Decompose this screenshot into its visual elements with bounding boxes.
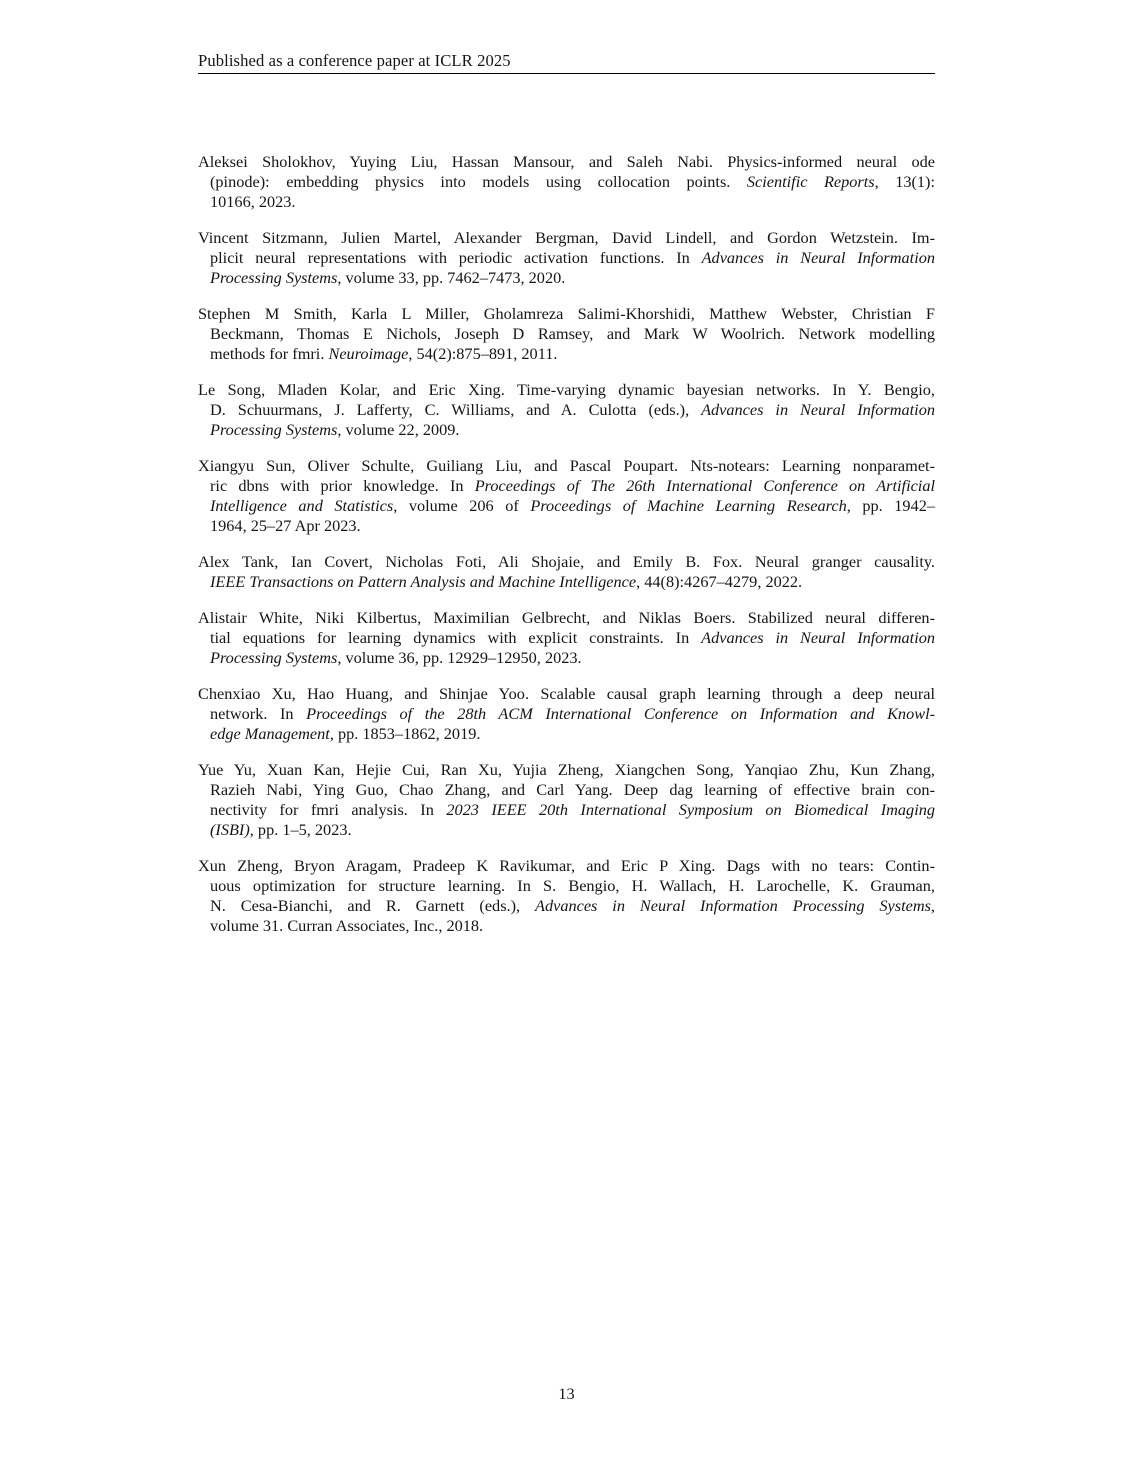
reference-line (210, 420, 935, 440)
reference-text: N. Cesa-Bianchi, and R. Garnett (eds.), (210, 896, 536, 915)
reference-line (210, 248, 935, 268)
reference-venue-italic: Processing Systems (210, 420, 338, 439)
reference-line (210, 268, 935, 288)
running-header (198, 51, 935, 74)
reference-venue-italic: 2023 IEEE 20th International Symposium on Biomedical Imaging (446, 800, 935, 819)
reference-text: tial equations for learning dynamics with explicit constraints. In (210, 628, 702, 647)
reference-line (198, 684, 935, 704)
reference-text: nectivity for fmri analysis. In (210, 800, 447, 819)
reference-line (198, 304, 935, 324)
reference-line (210, 724, 935, 744)
reference-text: , pp. 1–5, 2023. (249, 820, 352, 839)
reference-line (210, 780, 935, 800)
reference-entry (198, 152, 935, 212)
reference-text: , (930, 896, 935, 915)
reference-venue-italic: edge Management (210, 724, 330, 743)
reference-line (210, 876, 935, 896)
reference-text: , pp. 1942– (846, 496, 935, 515)
reference-text: 10166, 2023. (210, 192, 296, 211)
reference-text: Xun Zheng, Bryon Aragam, Pradeep K Ravikumar, and Eric P Xing. Dags with no tears: Contin- (198, 856, 935, 875)
reference-text: Yue Yu, Xuan Kan, Hejie Cui, Ran Xu, Yujia Zheng, Xiangchen Song, Yanqiao Zhu, Kun Zhang, (198, 760, 935, 779)
reference-line (210, 572, 935, 592)
reference-venue-italic: Processing Systems (210, 648, 338, 667)
reference-venue-italic: Scientific Reports (746, 172, 875, 191)
reference-text: , volume 33, pp. 7462–7473, 2020. (337, 268, 566, 287)
reference-entry (198, 380, 935, 440)
reference-entry (198, 552, 935, 592)
reference-text: uous optimization for structure learning. In S. Bengio, H. Wallach, H. Larochelle, K. Grauman, (210, 876, 935, 895)
reference-venue-italic: Proceedings of The 26th International Conference on Artificial (474, 476, 935, 495)
reference-entry (198, 304, 935, 364)
reference-line (198, 552, 935, 572)
reference-text: network. In (210, 704, 307, 723)
reference-venue-italic: Neuroimage (328, 344, 409, 363)
reference-text: methods for fmri. (210, 344, 329, 363)
reference-text: Alistair White, Niki Kilbertus, Maximilian Gelbrecht, and Niklas Boers. Stabilized neural differen- (198, 608, 935, 627)
reference-venue-italic: Intelligence and Statistics (210, 496, 394, 515)
reference-line (210, 192, 935, 212)
references-list (198, 152, 935, 952)
reference-text: volume 31. Curran Associates, Inc., 2018. (210, 916, 484, 935)
reference-text: Vincent Sitzmann, Julien Martel, Alexander Bergman, David Lindell, and Gordon Wetzstein. Im- (198, 228, 935, 247)
reference-text: Aleksei Sholokhov, Yuying Liu, Hassan Mansour, and Saleh Nabi. Physics-informed neural ode (198, 152, 935, 171)
reference-text: , 54(2):875–891, 2011. (408, 344, 558, 363)
running-header-text: Published as a conference paper at ICLR 2025 (198, 51, 511, 70)
reference-line (210, 496, 935, 516)
reference-line (198, 856, 935, 876)
reference-text: D. Schuurmans, J. Lafferty, C. Williams, and A. Culotta (eds.), (210, 400, 702, 419)
reference-text: (pinode): embedding physics into models using collocation points. (210, 172, 747, 191)
reference-entry (198, 228, 935, 288)
reference-text: Xiangyu Sun, Oliver Schulte, Guiliang Liu, and Pascal Poupart. Nts-notears: Learning nonparamet- (198, 456, 935, 475)
reference-venue-italic: Advances in Neural Information (701, 248, 935, 267)
reference-line (210, 400, 935, 420)
reference-line (210, 820, 935, 840)
reference-entry (198, 760, 935, 840)
reference-text: Stephen M Smith, Karla L Miller, Gholamreza Salimi-Khorshidi, Matthew Webster, Christian F (198, 304, 935, 323)
reference-text: plicit neural representations with periodic activation functions. In (210, 248, 702, 267)
reference-line (210, 704, 935, 724)
reference-text: , volume 22, 2009. (337, 420, 460, 439)
reference-text: Alex Tank, Ian Covert, Nicholas Foti, Ali Shojaie, and Emily B. Fox. Neural granger causality. (198, 552, 935, 571)
reference-entry (198, 456, 935, 536)
reference-line (210, 896, 935, 916)
reference-text: Le Song, Mladen Kolar, and Eric Xing. Time-varying dynamic bayesian networks. In Y. Bengio, (198, 380, 935, 399)
reference-line (198, 760, 935, 780)
reference-text: Razieh Nabi, Ying Guo, Chao Zhang, and Carl Yang. Deep dag learning of effective brain con- (210, 780, 935, 799)
reference-text: Chenxiao Xu, Hao Huang, and Shinjae Yoo. Scalable causal graph learning through a deep neural (198, 684, 935, 703)
reference-text: , volume 206 of (393, 496, 531, 515)
reference-line (210, 324, 935, 344)
reference-line (210, 800, 935, 820)
reference-entry (198, 856, 935, 936)
reference-line (198, 608, 935, 628)
reference-line (210, 516, 935, 536)
reference-line (210, 916, 935, 936)
reference-venue-italic: Advances in Neural Information (701, 628, 935, 647)
reference-text: , volume 36, pp. 12929–12950, 2023. (337, 648, 582, 667)
reference-venue-italic: IEEE Transactions on Pattern Analysis and Machine Intelligence (210, 572, 637, 591)
reference-text: , 44(8):4267–4279, 2022. (636, 572, 803, 591)
reference-text: 1964, 25–27 Apr 2023. (210, 516, 361, 535)
page-number: 13 (558, 1384, 575, 1403)
reference-line (198, 380, 935, 400)
reference-venue-italic: Processing Systems (210, 268, 338, 287)
reference-line (210, 344, 935, 364)
reference-venue-italic: Advances in Neural Information Processing Systems (535, 896, 931, 915)
reference-text: ric dbns with prior knowledge. In (210, 476, 475, 495)
reference-entry (198, 608, 935, 668)
reference-line (198, 456, 935, 476)
reference-line (210, 172, 935, 192)
reference-line (210, 648, 935, 668)
reference-text: , 13(1): (874, 172, 936, 191)
reference-venue-italic: Proceedings of Machine Learning Research (530, 496, 847, 515)
reference-line (210, 628, 935, 648)
reference-line (198, 228, 935, 248)
reference-venue-italic: (ISBI) (210, 820, 250, 839)
reference-entry (198, 684, 935, 744)
reference-text: , pp. 1853–1862, 2019. (329, 724, 481, 743)
reference-venue-italic: Proceedings of the 28th ACM International Conference on Information and Knowl- (306, 704, 936, 723)
reference-line (210, 476, 935, 496)
reference-venue-italic: Advances in Neural Information (701, 400, 935, 419)
reference-text: Beckmann, Thomas E Nichols, Joseph D Ramsey, and Mark W Woolrich. Network modelling (210, 324, 935, 343)
reference-line (198, 152, 935, 172)
